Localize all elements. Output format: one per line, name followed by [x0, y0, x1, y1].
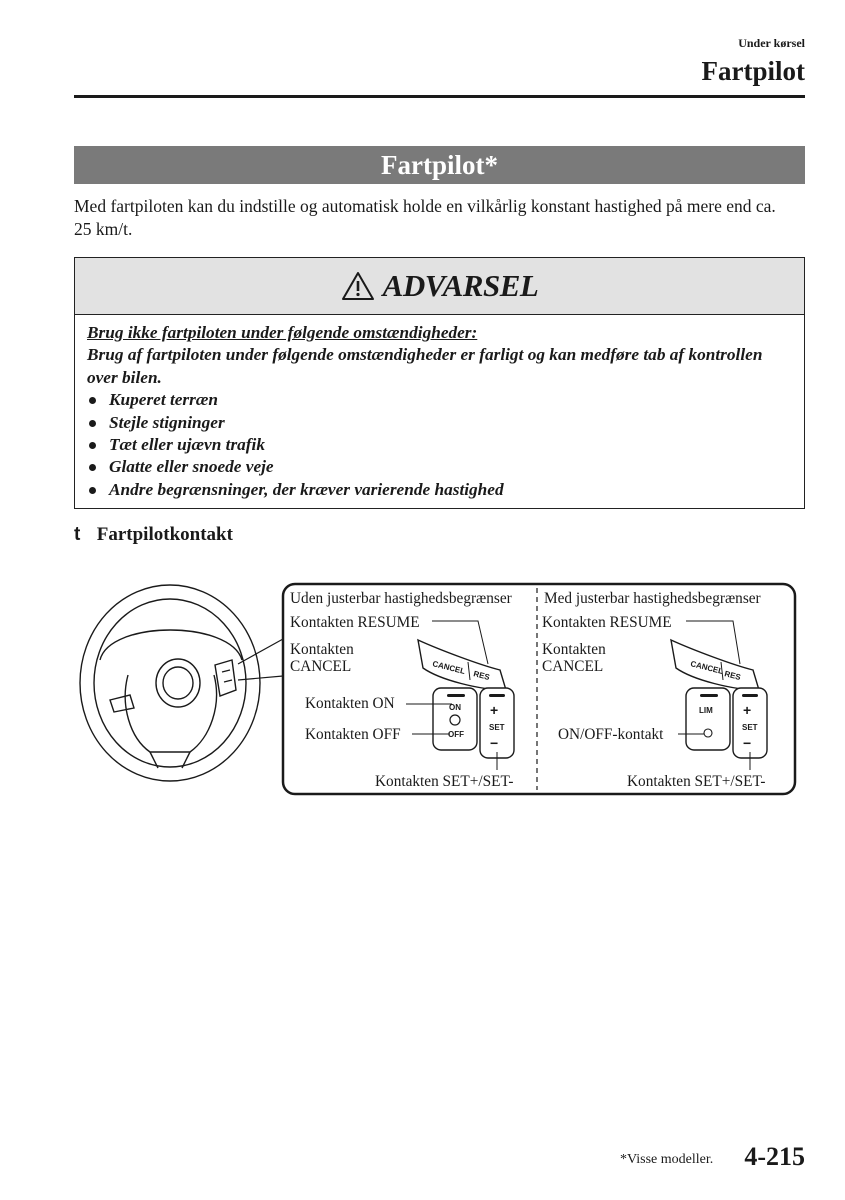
- left-cancel-label-2: CANCEL: [290, 658, 352, 675]
- section-title-bar: Fartpilot*: [74, 146, 805, 184]
- right-cancel-label-1: Kontakten: [542, 641, 606, 658]
- warning-item: Kuperet terræn: [87, 389, 792, 411]
- left-switch-plus-text: +: [490, 702, 499, 718]
- left-set-label: Kontakten SET+/SET-: [375, 773, 514, 790]
- right-lim-button: [686, 688, 730, 750]
- left-panel-heading: Uden justerbar hastighedsbegrænser: [290, 590, 512, 607]
- warning-item: Andre begrænsninger, der kræver varierende hastighed: [87, 479, 792, 501]
- left-cancel-label-1: Kontakten: [290, 641, 354, 658]
- left-on-label: Kontakten ON: [305, 695, 395, 712]
- right-switch-lim-text: LIM: [699, 706, 713, 715]
- right-switch-res-text: RES: [723, 669, 742, 682]
- right-set-label: Kontakten SET+/SET-: [627, 773, 766, 790]
- intro-paragraph: Med fartpiloten kan du indstille og automatisk holde en vilkårlig konstant hastighed på mere end ca. 25 km/t.: [74, 196, 776, 239]
- callout-line-top: [238, 639, 283, 664]
- left-resume-label: Kontakten RESUME: [290, 614, 420, 631]
- left-switch-on-text: ON: [449, 703, 461, 712]
- right-switch-minus-text: −: [743, 735, 752, 751]
- warning-item: Stejle stigninger: [87, 412, 792, 434]
- warning-text: Brug af fartpiloten under følgende omstændigheder er farligt og kan medføre tab af kontrollen over bilen.: [87, 345, 763, 387]
- right-switch-plus-text: +: [743, 702, 752, 718]
- right-resume-label: Kontakten RESUME: [542, 614, 672, 631]
- right-switch-set-text: SET: [742, 723, 758, 732]
- footer-note: *Visse modeller.: [620, 1152, 714, 1167]
- left-on-off-button: [433, 688, 477, 750]
- left-switch-minus-text: −: [490, 735, 499, 751]
- left-switch-res-text: RES: [472, 669, 491, 682]
- header-title: Fartpilot: [701, 56, 805, 86]
- right-onoff-label: ON/OFF-kontakt: [558, 726, 664, 743]
- subsection-marker: t: [74, 524, 81, 545]
- left-off-label: Kontakten OFF: [305, 726, 401, 743]
- right-panel-heading: Med justerbar hastighedsbegrænser: [544, 590, 761, 607]
- right-switch-cancel-text: CANCEL: [689, 659, 725, 677]
- warning-item: Glatte eller snoede veje: [87, 456, 792, 478]
- warning-lead: Brug ikke fartpiloten under følgende omstændigheder:: [87, 323, 478, 342]
- header-section: Under kørsel: [738, 36, 805, 50]
- warning-title: ADVARSEL: [382, 268, 539, 303]
- right-cancel-label-2: CANCEL: [542, 658, 604, 675]
- left-switch-cancel-text: CANCEL: [431, 659, 467, 677]
- subsection-title: Fartpilotkontakt: [96, 524, 233, 545]
- left-switch-set-text: SET: [489, 723, 505, 732]
- left-switch-off-text: OFF: [448, 730, 464, 739]
- warning-item: Tæt eller ujævn trafik: [87, 434, 792, 456]
- steering-wheel-illustration: [80, 585, 260, 781]
- page-number: 4-215: [744, 1142, 805, 1171]
